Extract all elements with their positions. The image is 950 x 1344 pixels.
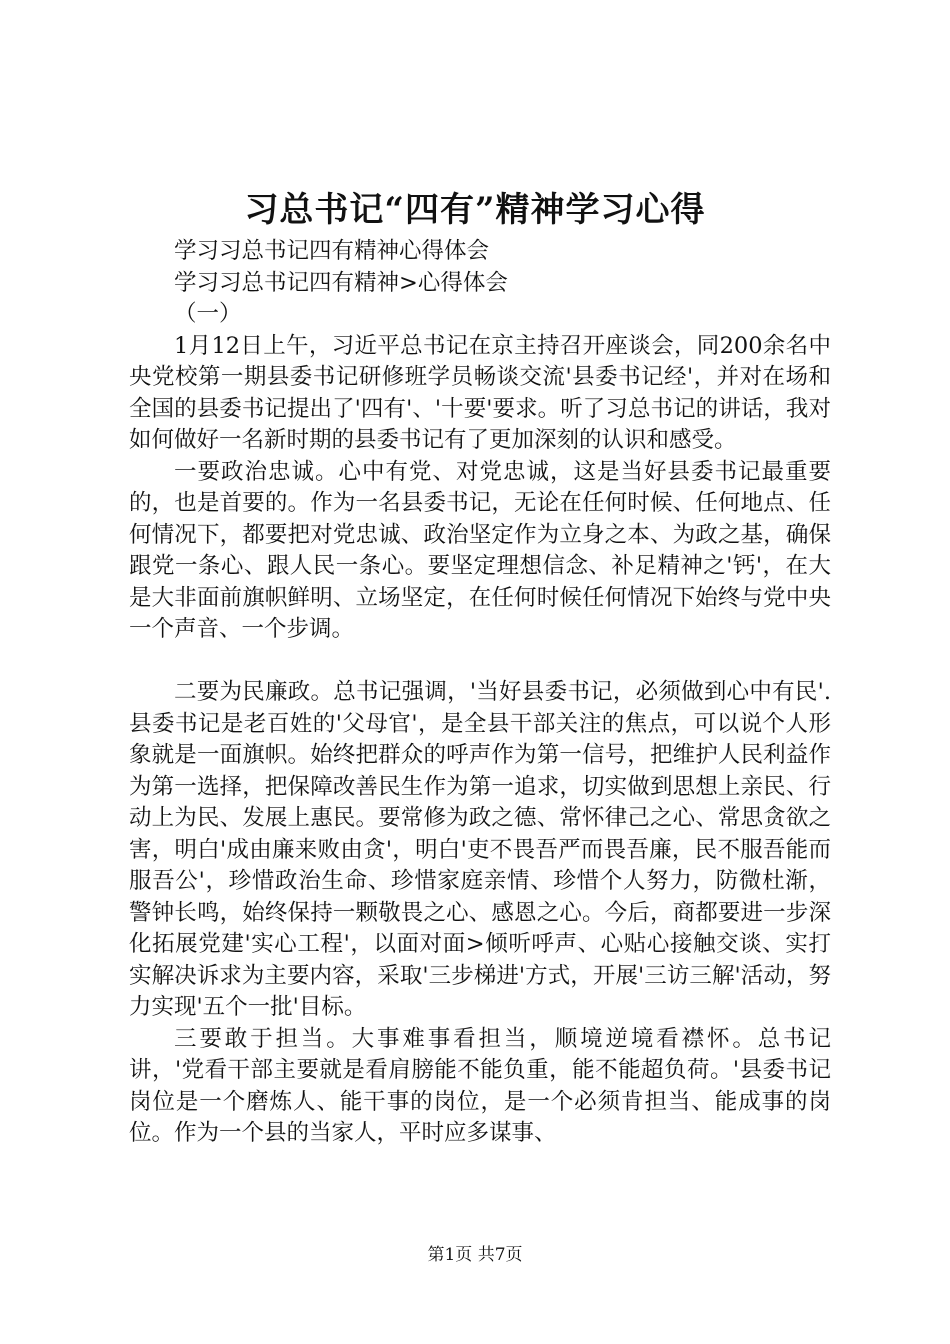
subtitle-line-2: 学习习总书记四有精神>心得体会 [174,269,508,296]
page-number-footer: 第1页 共7页 [427,1245,523,1265]
paragraph-intro: 1月12日上午，习近平总书记在京主持召开座谈会，同200余名中央党校第一期县委书记研修班学员畅谈交流'县委书记经'，并对在场和全国的县委书记提出了'四有'、'十要'要求。听了习总书记的讲话，我对如何做好一名新时期的县委书记有了更加深刻的认识和感受。 [129,332,831,453]
document-body [129,236,831,1150]
paragraph-point-2: 二要为民廉政。总书记强调，'当好县委书记，必须做到心中有民'.县委书记是老百姓的'父母官'，是全县干部关注的焦点，可以说个人形象就是一面旗帜。始终把群众的呼声作为第一信号，把维护人民利益作为第一选择，把保障改善民生作为第一追求，切实做到思想上亲民、行动上为民、发展上惠民。要常修为政之德、常怀律己之心、常思贪欲之害，明白'成由廉来败由贪'，明白'吏不畏吾严而畏吾廉，民不服吾能而服吾公'，珍惜政治生命、珍惜家庭亲情、珍惜个人努力，防微杜渐，警钟长鸣，始终保持一颗敬畏之心、感恩之心。今后，商都要进一步深化拓展党建'实心工程'，以面对面>倾听呼声、心贴心接触交谈、实打实解决诉求为主要内容，采取'三步梯进'方式，开展'三访三解'活动，努力实现'五个一批'目标。 [129,679,831,1020]
paragraph-point-3: 三要敢于担当。大事难事看担当，顺境逆境看襟怀。总书记讲，'党看干部主要就是看肩膀能不能负重，能不能超负荷。'县委书记岗位是一个磨炼人、能干事的岗位，是一个必须肯担当、能成事的岗位。作为一个县的当家人，平时应多谋事、 [129,1025,831,1146]
subtitle-line-1: 学习习总书记四有精神心得体会 [174,238,490,264]
document-title: 习总书记“四有”精神学习心得 [244,190,706,230]
section-marker: （一） [174,301,242,327]
paragraph-spacer [129,646,831,678]
paragraph-point-1: 一要政治忠诚。心中有党、对党忠诚，这是当好县委书记最重要的，也是首要的。作为一名县委书记，无论在任何时候、任何地点、任何情况下，都要把对党忠诚、政治坚定作为立身之本、为政之基，确保跟党一条心、跟人民一条心。要坚定理想信念、补足精神之'钙'，在大是大非面前旗帜鲜明、立场坚定，在任何时候任何情况下始终与党中央一个声音、一个步调。 [129,458,831,642]
